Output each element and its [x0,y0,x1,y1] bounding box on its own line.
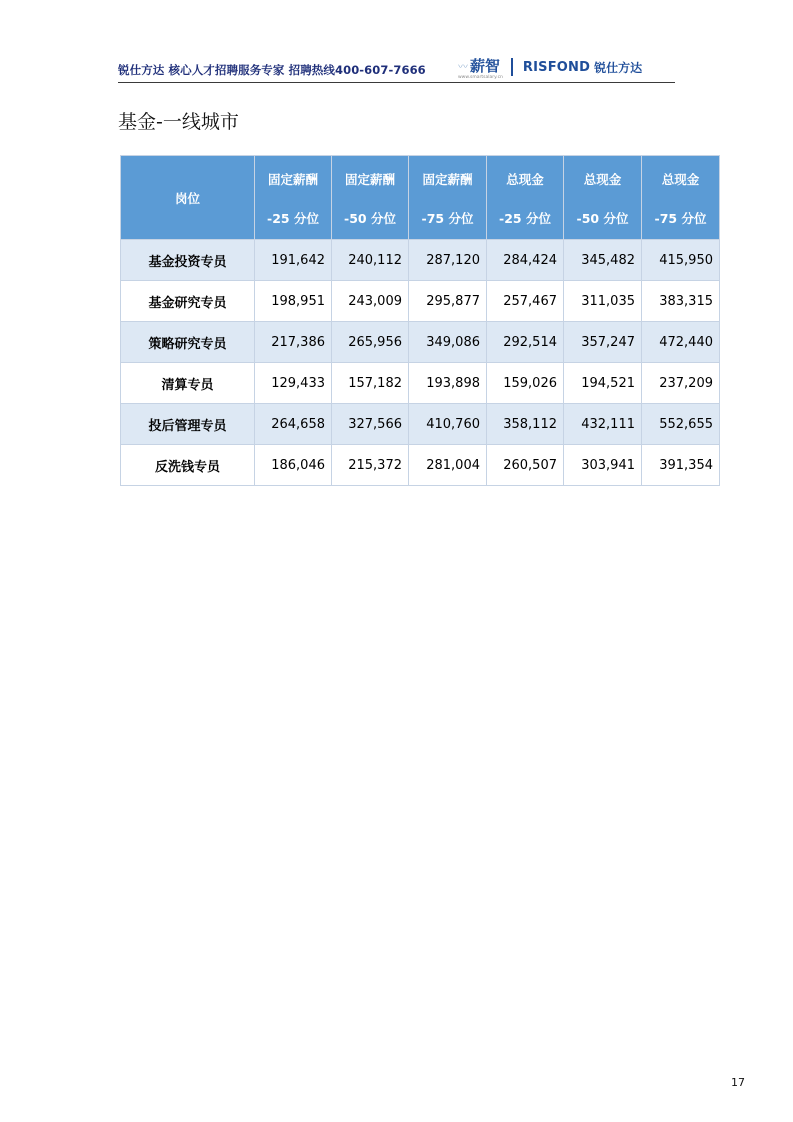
value-cell: 193,898 [409,363,487,404]
header-cell-total-25 [487,156,564,240]
header-cell-total-50 [564,156,642,240]
value-cell: 410,760 [409,404,487,445]
table-row [121,363,720,404]
role-cell: 投后管理专员 [121,404,255,445]
table-row [121,240,720,281]
value-cell: 240,112 [332,240,409,281]
value-cell: 349,086 [409,322,487,363]
value-cell: 287,120 [409,240,487,281]
header-cell-sublabel: -25 分位 [499,211,551,226]
value-cell: 260,507 [487,445,564,486]
xinzhi-wave-icon: 〰 [458,61,468,73]
value-cell: 217,386 [255,322,332,363]
value-cell: 191,642 [255,240,332,281]
value-cell: 186,046 [255,445,332,486]
value-cell: 198,951 [255,281,332,322]
value-cell: 257,467 [487,281,564,322]
header-cell-sublabel: -50 分位 [576,211,629,226]
value-cell: 281,004 [409,445,487,486]
table-row [121,322,720,363]
value-cell: 157,182 [332,363,409,404]
role-cell: 基金研究专员 [121,281,255,322]
value-cell: 292,514 [487,322,564,363]
value-cell: 552,655 [642,404,720,445]
value-cell: 265,956 [332,322,409,363]
value-cell: 159,026 [487,363,564,404]
value-cell: 243,009 [332,281,409,322]
header-cell-fixed-75 [409,156,487,240]
header-cell-label: 总现金 [506,172,544,187]
value-cell: 284,424 [487,240,564,281]
header-cell-label: 总现金 [583,172,622,187]
value-cell: 295,877 [409,281,487,322]
header-cell-total-75 [642,156,720,240]
value-cell: 311,035 [564,281,642,322]
header-cell-fixed-50 [332,156,409,240]
header-cell-label: 固定薪酬 [267,172,318,187]
header-cell-label: 固定薪酬 [344,172,395,187]
header-cell-position [121,156,255,240]
logo-divider [511,58,513,76]
xinzhi-logo-name: 薪智 [470,56,501,75]
header-cell-fixed-25 [255,156,332,240]
table-row [121,281,720,322]
value-cell: 472,440 [642,322,720,363]
table-header-row [121,156,720,240]
value-cell: 415,950 [642,240,720,281]
risfond-logo-en: RISFOND [522,59,591,75]
value-cell: 358,112 [487,404,564,445]
value-cell: 237,209 [642,363,720,404]
value-cell: 327,566 [332,404,409,445]
header-cell-sublabel: -75 分位 [654,211,707,226]
salary-table [120,155,720,486]
role-cell: 反洗钱专员 [121,445,255,486]
value-cell: 345,482 [564,240,642,281]
value-cell: 383,315 [642,281,720,322]
header-cell-sublabel: -75 分位 [421,211,474,226]
value-cell: 215,372 [332,445,409,486]
value-cell: 432,111 [564,404,642,445]
table-row [121,445,720,486]
role-cell: 策略研究专员 [121,322,255,363]
page-header [118,52,675,83]
value-cell: 129,433 [255,363,332,404]
page-number: 17 [731,1076,745,1089]
header-cell-label: 岗位 [174,190,200,206]
value-cell: 194,521 [564,363,642,404]
header-slogan: 锐仕方达 核心人才招聘服务专家 招聘热线400-607-7666 [118,63,426,77]
risfond-logo-cn: 锐仕方达 [594,60,643,75]
section-title: 基金-一线城市 [118,111,239,133]
value-cell: 303,941 [564,445,642,486]
xinzhi-logo-url: www.smartsalary.cn [458,74,503,80]
header-cell-sublabel: -50 分位 [344,211,396,226]
xinzhi-logo [458,55,503,80]
header-cell-sublabel: -25 分位 [267,211,319,226]
table-row [121,404,720,445]
role-cell: 基金投资专员 [121,240,255,281]
value-cell: 264,658 [255,404,332,445]
header-logos [458,54,642,80]
value-cell: 357,247 [564,322,642,363]
header-cell-label: 总现金 [661,172,700,187]
value-cell: 391,354 [642,445,720,486]
role-cell: 清算专员 [121,363,255,404]
header-cell-label: 固定薪酬 [422,172,473,187]
